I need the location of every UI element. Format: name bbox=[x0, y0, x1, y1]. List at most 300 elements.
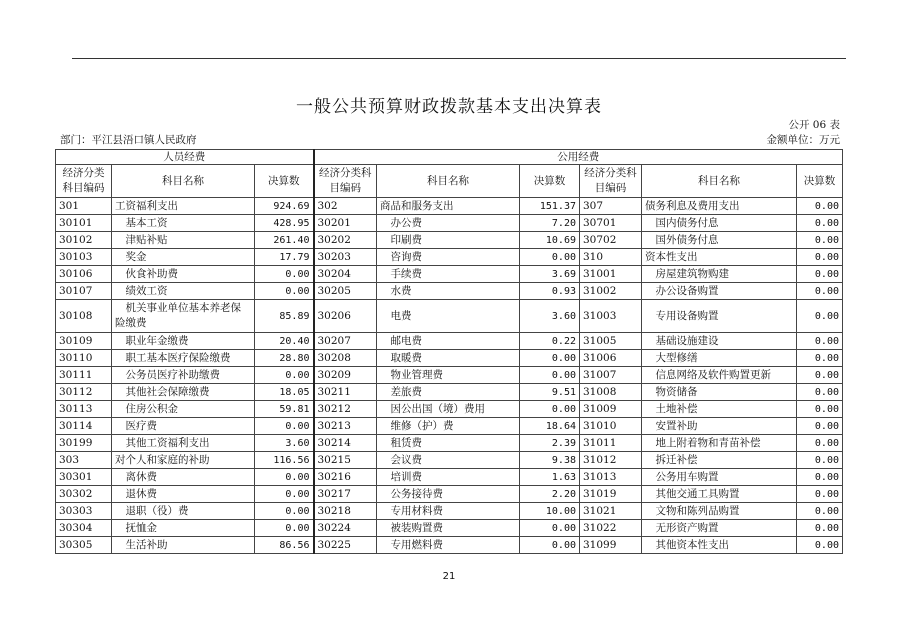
amount-cell: 0.00 bbox=[255, 469, 314, 486]
code-cell: 30203 bbox=[314, 249, 377, 266]
name-cell bbox=[377, 232, 520, 249]
name-text: 其他社会保障缴费 bbox=[125, 385, 210, 398]
indent-spacer bbox=[115, 268, 126, 280]
indent-spacer bbox=[115, 522, 126, 534]
code-cell: 302 bbox=[314, 198, 377, 215]
table-row bbox=[56, 350, 843, 367]
name-text: 资本性支出 bbox=[645, 250, 698, 263]
amount-cell: 1.63 bbox=[520, 469, 580, 486]
code-cell: 310 bbox=[580, 249, 642, 266]
indent-spacer bbox=[380, 285, 391, 297]
indent-spacer bbox=[115, 488, 126, 500]
name-cell bbox=[377, 266, 520, 283]
name-text: 医疗费 bbox=[125, 419, 157, 432]
name-cell bbox=[377, 198, 520, 215]
table-row bbox=[56, 418, 843, 435]
name-text: 绩效工资 bbox=[125, 284, 168, 297]
name-cell bbox=[642, 401, 797, 418]
indent-spacer bbox=[645, 285, 656, 297]
indent-spacer bbox=[115, 386, 126, 398]
name-cell bbox=[112, 401, 255, 418]
name-text: 公务用车购置 bbox=[655, 470, 719, 483]
code-cell: 31022 bbox=[580, 520, 642, 537]
table-row bbox=[56, 537, 843, 554]
name-text: 对个人和家庭的补助 bbox=[115, 453, 210, 466]
amount-cell: 86.56 bbox=[255, 537, 314, 554]
name-text: 办公费 bbox=[390, 216, 422, 229]
code-cell: 301 bbox=[56, 198, 112, 215]
section-header-row bbox=[56, 150, 843, 165]
name-text: 职工基本医疗保险缴费 bbox=[125, 351, 231, 364]
amount-cell: 0.00 bbox=[797, 215, 843, 232]
name-cell bbox=[112, 418, 255, 435]
amount-cell: 0.93 bbox=[520, 283, 580, 300]
code-cell: 30224 bbox=[314, 520, 377, 537]
name-text: 离休费 bbox=[125, 470, 157, 483]
indent-spacer bbox=[380, 420, 391, 432]
amount-cell: 0.00 bbox=[797, 418, 843, 435]
indent-spacer bbox=[645, 437, 656, 449]
indent-spacer bbox=[380, 471, 391, 483]
indent-spacer bbox=[380, 310, 391, 322]
name-text: 公务员医疗补助缴费 bbox=[125, 368, 220, 381]
form-number: 公开 06 表 bbox=[788, 119, 840, 131]
code-cell: 31012 bbox=[580, 452, 642, 469]
name-cell bbox=[642, 215, 797, 232]
table-row bbox=[56, 300, 843, 333]
amount-cell: 0.00 bbox=[797, 384, 843, 401]
amount-cell: 0.00 bbox=[797, 249, 843, 266]
name-cell bbox=[642, 452, 797, 469]
indent-spacer bbox=[380, 268, 391, 280]
code-cell: 30207 bbox=[314, 333, 377, 350]
code-cell: 303 bbox=[56, 452, 112, 469]
name-cell bbox=[377, 384, 520, 401]
code-cell: 30212 bbox=[314, 401, 377, 418]
indent-spacer bbox=[645, 234, 656, 246]
header-amount: 决算数 bbox=[797, 165, 843, 198]
amount-cell: 0.00 bbox=[797, 503, 843, 520]
amount-cell: 0.00 bbox=[520, 350, 580, 367]
amount-cell: 0.00 bbox=[797, 333, 843, 350]
header-name: 科目名称 bbox=[112, 165, 255, 198]
table-row bbox=[56, 520, 843, 537]
indent-spacer bbox=[645, 369, 656, 381]
code-cell: 30112 bbox=[56, 384, 112, 401]
code-cell: 30215 bbox=[314, 452, 377, 469]
indent-spacer bbox=[115, 471, 126, 483]
indent-spacer bbox=[380, 403, 391, 415]
name-text: 商品和服务支出 bbox=[380, 199, 454, 212]
name-cell bbox=[642, 249, 797, 266]
indent-spacer bbox=[380, 539, 391, 551]
table-row bbox=[56, 435, 843, 452]
name-text: 差旅费 bbox=[390, 385, 422, 398]
amount-cell: 151.37 bbox=[520, 198, 580, 215]
name-text: 电费 bbox=[390, 309, 412, 322]
name-text: 手续费 bbox=[390, 267, 422, 280]
code-cell: 307 bbox=[580, 198, 642, 215]
amount-cell: 0.00 bbox=[797, 401, 843, 418]
table-row bbox=[56, 367, 843, 384]
indent-spacer bbox=[115, 285, 126, 297]
code-cell: 30107 bbox=[56, 283, 112, 300]
name-cell bbox=[642, 198, 797, 215]
indent-spacer bbox=[380, 437, 391, 449]
name-text: 奖金 bbox=[125, 250, 147, 263]
code-cell: 30206 bbox=[314, 300, 377, 333]
indent-spacer bbox=[380, 505, 391, 517]
code-cell: 30702 bbox=[580, 232, 642, 249]
indent-spacer bbox=[380, 488, 391, 500]
code-cell: 30199 bbox=[56, 435, 112, 452]
code-cell: 30304 bbox=[56, 520, 112, 537]
name-cell bbox=[377, 418, 520, 435]
name-cell bbox=[642, 333, 797, 350]
name-text: 房屋建筑物购建 bbox=[655, 267, 729, 280]
name-cell bbox=[377, 350, 520, 367]
code-cell: 30216 bbox=[314, 469, 377, 486]
indent-spacer bbox=[380, 217, 391, 229]
amount-cell: 7.20 bbox=[520, 215, 580, 232]
table-row bbox=[56, 198, 843, 215]
amount-cell: 9.51 bbox=[520, 384, 580, 401]
code-cell: 30101 bbox=[56, 215, 112, 232]
amount-cell: 0.00 bbox=[797, 283, 843, 300]
code-cell: 30110 bbox=[56, 350, 112, 367]
name-text: 生活补助 bbox=[125, 538, 168, 551]
code-cell: 30114 bbox=[56, 418, 112, 435]
name-text: 文物和陈列品购置 bbox=[655, 504, 740, 517]
name-cell bbox=[112, 350, 255, 367]
code-cell: 31003 bbox=[580, 300, 642, 333]
name-text: 退职（役）费 bbox=[125, 504, 189, 517]
amount-cell: 17.79 bbox=[255, 249, 314, 266]
name-text: 伙食补助费 bbox=[125, 267, 178, 280]
indent-spacer bbox=[645, 403, 656, 415]
name-text: 职业年金缴费 bbox=[125, 334, 189, 347]
code-cell: 30225 bbox=[314, 537, 377, 554]
indent-spacer bbox=[380, 522, 391, 534]
code-cell: 30301 bbox=[56, 469, 112, 486]
name-cell bbox=[377, 435, 520, 452]
code-cell: 30109 bbox=[56, 333, 112, 350]
code-cell: 30303 bbox=[56, 503, 112, 520]
indent-spacer bbox=[115, 437, 126, 449]
indent-spacer bbox=[380, 454, 391, 466]
header-code: 经济分类科目编码 bbox=[56, 165, 112, 198]
name-text: 因公出国（境）费用 bbox=[390, 402, 485, 415]
code-cell: 30217 bbox=[314, 486, 377, 503]
name-cell bbox=[112, 537, 255, 554]
indent-spacer bbox=[645, 352, 656, 364]
indent-spacer bbox=[645, 539, 656, 551]
amount-cell: 0.00 bbox=[255, 503, 314, 520]
name-text: 津贴补贴 bbox=[125, 233, 168, 246]
name-text: 办公设备购置 bbox=[655, 284, 719, 297]
name-cell bbox=[112, 367, 255, 384]
name-cell bbox=[642, 520, 797, 537]
amount-cell: 0.00 bbox=[520, 249, 580, 266]
name-cell bbox=[642, 418, 797, 435]
name-cell bbox=[642, 283, 797, 300]
code-cell: 30701 bbox=[580, 215, 642, 232]
indent-spacer bbox=[380, 386, 391, 398]
indent-spacer bbox=[645, 217, 656, 229]
header-name: 科目名称 bbox=[377, 165, 520, 198]
name-cell bbox=[377, 367, 520, 384]
name-cell bbox=[112, 215, 255, 232]
indent-spacer bbox=[380, 234, 391, 246]
indent-spacer bbox=[380, 369, 391, 381]
name-text: 培训费 bbox=[390, 470, 422, 483]
name-text: 安置补助 bbox=[655, 419, 698, 432]
table-row bbox=[56, 283, 843, 300]
indent-spacer bbox=[380, 352, 391, 364]
indent-spacer bbox=[645, 310, 656, 322]
name-cell bbox=[642, 367, 797, 384]
amount-cell: 28.80 bbox=[255, 350, 314, 367]
name-text: 工资福利支出 bbox=[115, 199, 178, 212]
name-cell bbox=[112, 435, 255, 452]
name-text: 水费 bbox=[390, 284, 412, 297]
amount-cell: 0.00 bbox=[255, 266, 314, 283]
indent-spacer bbox=[645, 505, 656, 517]
name-text: 退休费 bbox=[125, 487, 157, 500]
code-cell: 31007 bbox=[580, 367, 642, 384]
expenditure-table bbox=[55, 149, 843, 554]
amount-cell: 0.00 bbox=[797, 486, 843, 503]
name-text: 土地补偿 bbox=[655, 402, 698, 415]
indent-spacer bbox=[645, 471, 656, 483]
name-text: 被装购置费 bbox=[390, 521, 443, 534]
indent-spacer bbox=[115, 302, 126, 314]
name-cell bbox=[642, 300, 797, 333]
code-cell: 30211 bbox=[314, 384, 377, 401]
code-cell: 30103 bbox=[56, 249, 112, 266]
amount-cell: 85.89 bbox=[255, 300, 314, 333]
indent-spacer bbox=[645, 420, 656, 432]
table-row bbox=[56, 469, 843, 486]
name-text: 物业管理费 bbox=[390, 368, 443, 381]
name-text: 租赁费 bbox=[390, 436, 422, 449]
name-text: 物资储备 bbox=[655, 385, 698, 398]
indent-spacer bbox=[115, 251, 126, 263]
name-text: 无形资产购置 bbox=[655, 521, 719, 534]
indent-spacer bbox=[645, 335, 656, 347]
amount-cell: 0.00 bbox=[797, 350, 843, 367]
name-cell bbox=[112, 469, 255, 486]
name-cell bbox=[112, 384, 255, 401]
name-cell bbox=[377, 503, 520, 520]
indent-spacer bbox=[645, 488, 656, 500]
name-text: 取暖费 bbox=[390, 351, 422, 364]
table-row bbox=[56, 249, 843, 266]
indent-spacer bbox=[115, 335, 126, 347]
name-text: 公务接待费 bbox=[390, 487, 443, 500]
amount-cell: 0.00 bbox=[520, 520, 580, 537]
name-cell bbox=[642, 232, 797, 249]
name-cell bbox=[377, 333, 520, 350]
name-text: 国内债务付息 bbox=[655, 216, 719, 229]
name-text: 债务利息及费用支出 bbox=[645, 199, 740, 212]
section-personnel: 人员经费 bbox=[56, 150, 314, 165]
name-text: 印刷费 bbox=[390, 233, 422, 246]
name-cell bbox=[112, 283, 255, 300]
code-cell: 30201 bbox=[314, 215, 377, 232]
amount-cell: 0.00 bbox=[255, 520, 314, 537]
name-cell bbox=[112, 486, 255, 503]
name-text: 机关事业单位基本养老保险缴费 bbox=[115, 302, 241, 329]
name-cell bbox=[112, 249, 255, 266]
amount-cell: 0.00 bbox=[797, 367, 843, 384]
name-text: 专用燃料费 bbox=[390, 538, 443, 551]
name-cell bbox=[377, 249, 520, 266]
amount-cell: 3.69 bbox=[520, 266, 580, 283]
header-code: 经济分类科目编码 bbox=[314, 165, 377, 198]
code-cell: 30305 bbox=[56, 537, 112, 554]
name-cell bbox=[377, 283, 520, 300]
code-cell: 30204 bbox=[314, 266, 377, 283]
code-cell: 31010 bbox=[580, 418, 642, 435]
amount-cell: 0.00 bbox=[797, 232, 843, 249]
table-row bbox=[56, 384, 843, 401]
code-cell: 31099 bbox=[580, 537, 642, 554]
code-cell: 31008 bbox=[580, 384, 642, 401]
code-cell: 30102 bbox=[56, 232, 112, 249]
code-cell: 30218 bbox=[314, 503, 377, 520]
name-cell bbox=[642, 350, 797, 367]
name-text: 大型修缮 bbox=[655, 351, 698, 364]
name-text: 其他资本性支出 bbox=[655, 538, 729, 551]
name-text: 专用设备购置 bbox=[655, 309, 719, 322]
name-cell bbox=[377, 215, 520, 232]
name-cell bbox=[112, 452, 255, 469]
amount-cell: 0.22 bbox=[520, 333, 580, 350]
name-text: 国外债务付息 bbox=[655, 233, 719, 246]
amount-cell: 18.64 bbox=[520, 418, 580, 435]
code-cell: 31002 bbox=[580, 283, 642, 300]
code-cell: 31009 bbox=[580, 401, 642, 418]
code-cell: 31013 bbox=[580, 469, 642, 486]
name-cell bbox=[642, 266, 797, 283]
name-text: 其他工资福利支出 bbox=[125, 436, 210, 449]
code-cell: 31001 bbox=[580, 266, 642, 283]
name-text: 会议费 bbox=[390, 453, 422, 466]
department-label: 部门：平江县浯口镇人民政府 bbox=[60, 134, 197, 146]
name-cell bbox=[642, 486, 797, 503]
name-text: 其他交通工具购置 bbox=[655, 487, 740, 500]
name-cell bbox=[642, 384, 797, 401]
amount-cell: 0.00 bbox=[797, 469, 843, 486]
amount-cell: 0.00 bbox=[520, 367, 580, 384]
name-cell bbox=[112, 300, 255, 333]
page-number: 21 bbox=[442, 571, 456, 582]
code-cell: 30208 bbox=[314, 350, 377, 367]
header-amount: 决算数 bbox=[255, 165, 314, 198]
name-cell bbox=[642, 503, 797, 520]
name-cell bbox=[377, 520, 520, 537]
name-cell bbox=[377, 300, 520, 333]
amount-cell: 116.56 bbox=[255, 452, 314, 469]
amount-cell: 2.20 bbox=[520, 486, 580, 503]
top-rule bbox=[72, 58, 846, 59]
code-cell: 30209 bbox=[314, 367, 377, 384]
name-text: 专用材料费 bbox=[390, 504, 443, 517]
indent-spacer bbox=[380, 251, 391, 263]
name-cell bbox=[112, 503, 255, 520]
amount-cell: 0.00 bbox=[797, 520, 843, 537]
indent-spacer bbox=[380, 335, 391, 347]
amount-cell: 924.69 bbox=[255, 198, 314, 215]
table-row bbox=[56, 452, 843, 469]
amount-cell: 0.00 bbox=[520, 401, 580, 418]
amount-cell: 428.95 bbox=[255, 215, 314, 232]
indent-spacer bbox=[115, 234, 126, 246]
name-cell bbox=[112, 198, 255, 215]
name-text: 拆迁补偿 bbox=[655, 453, 698, 466]
name-cell bbox=[377, 537, 520, 554]
name-cell bbox=[642, 469, 797, 486]
name-cell bbox=[377, 469, 520, 486]
code-cell: 30202 bbox=[314, 232, 377, 249]
header-name: 科目名称 bbox=[642, 165, 797, 198]
amount-cell: 10.00 bbox=[520, 503, 580, 520]
indent-spacer bbox=[645, 454, 656, 466]
code-cell: 31019 bbox=[580, 486, 642, 503]
name-text: 邮电费 bbox=[390, 334, 422, 347]
amount-cell: 3.60 bbox=[520, 300, 580, 333]
name-cell bbox=[377, 401, 520, 418]
amount-cell: 3.60 bbox=[255, 435, 314, 452]
amount-cell: 0.00 bbox=[520, 537, 580, 554]
name-cell bbox=[112, 520, 255, 537]
name-cell bbox=[377, 452, 520, 469]
indent-spacer bbox=[645, 386, 656, 398]
unit-label: 金额单位：万元 bbox=[766, 134, 840, 146]
amount-cell: 0.00 bbox=[797, 266, 843, 283]
table-row bbox=[56, 333, 843, 350]
amount-cell: 0.00 bbox=[255, 418, 314, 435]
amount-cell: 0.00 bbox=[797, 198, 843, 215]
table-row bbox=[56, 215, 843, 232]
amount-cell: 0.00 bbox=[255, 283, 314, 300]
name-cell bbox=[377, 486, 520, 503]
amount-cell: 10.69 bbox=[520, 232, 580, 249]
indent-spacer bbox=[115, 403, 126, 415]
page-title: 一般公共预算财政拨款基本支出决算表 bbox=[296, 97, 602, 117]
name-cell bbox=[112, 266, 255, 283]
code-cell: 30213 bbox=[314, 418, 377, 435]
indent-spacer bbox=[645, 522, 656, 534]
indent-spacer bbox=[115, 217, 126, 229]
table-row bbox=[56, 486, 843, 503]
header-amount: 决算数 bbox=[520, 165, 580, 198]
code-cell: 31006 bbox=[580, 350, 642, 367]
header-code: 经济分类科目编码 bbox=[580, 165, 642, 198]
indent-spacer bbox=[115, 369, 126, 381]
indent-spacer bbox=[115, 420, 126, 432]
amount-cell: 0.00 bbox=[797, 537, 843, 554]
code-cell: 30111 bbox=[56, 367, 112, 384]
amount-cell: 20.40 bbox=[255, 333, 314, 350]
name-text: 抚恤金 bbox=[125, 521, 157, 534]
name-text: 地上附着物和青苗补偿 bbox=[655, 436, 761, 449]
amount-cell: 9.38 bbox=[520, 452, 580, 469]
name-text: 信息网络及软件购置更新 bbox=[655, 368, 771, 381]
table-row bbox=[56, 401, 843, 418]
table-row bbox=[56, 266, 843, 283]
